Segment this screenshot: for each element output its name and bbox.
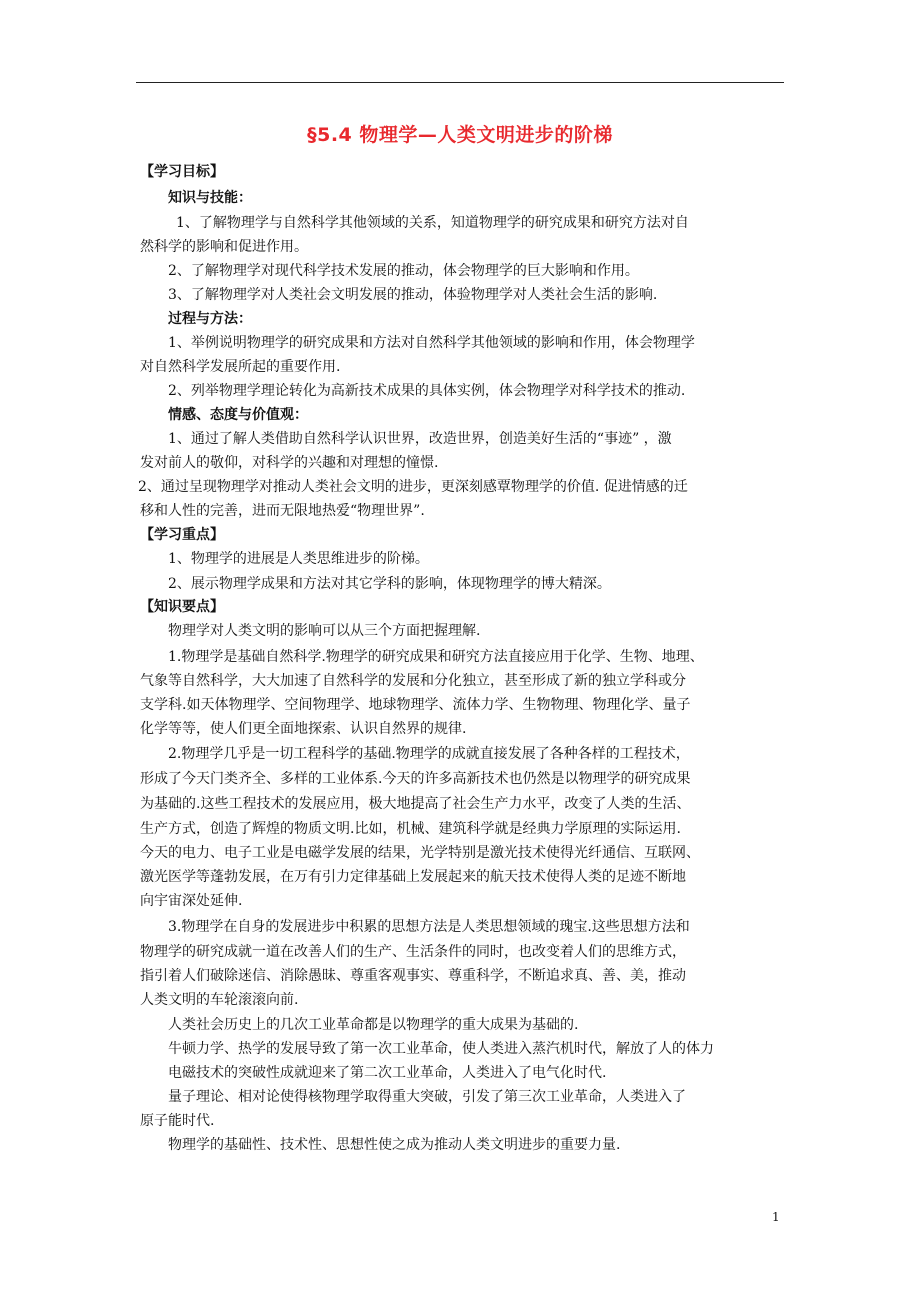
objective-line: 1、通过了解人类借助自然科学认识世界，改造世界，创造美好生活的“事迹” ，激: [168, 431, 672, 447]
section-heading-key-points: 【学习重点】: [140, 527, 224, 543]
paragraph-line: 物理学的基础性、技术性、思想性使之成为推动人类文明进步的重要力量.: [168, 1137, 621, 1153]
objective-line: 2、列举物理学理论转化为高新技术成果的具体实例，体会物理学对科学技术的推动.: [168, 383, 686, 399]
paragraph-line: 激光医学等蓬勃发展，在万有引力定律基础上发展起来的航天技术使得人类的足迹不断地: [140, 869, 686, 885]
paragraph-line: 化学等等，使人们更全面地探索、认识自然界的规律.: [140, 721, 467, 737]
paragraph-line: 人类文明的车轮滚滚向前.: [140, 992, 299, 1008]
paragraph-line: 向宇宙深处延伸.: [140, 893, 243, 909]
objective-line: 2、了解物理学对现代科学技术发展的推动，体会物理学的巨大影响和作用。: [168, 263, 639, 279]
paragraph-line: 量子理论、相对论使得核物理学取得重大突破，引发了第三次工业革命，人类进入了: [168, 1089, 686, 1105]
objective-line: 1、举例说明物理学的研究成果和方法对自然科学其他领域的影响和作用，体会物理学: [168, 335, 695, 351]
paragraph-line: 1.物理学是基础自然科学.物理学的研究成果和研究方法直接应用于化学、生物、地理、: [168, 649, 704, 665]
paragraph-line: 指引着人们破除迷信、消除愚昧、尊重客观事实、尊重科学，不断追求真、善、美，推动: [140, 968, 686, 984]
paragraph-line: 今天的电力、电子工业是电磁学发展的结果，光学特别是激光技术使得光纤通信、互联网、: [140, 845, 700, 861]
objective-line: 3、了解物理学对人类社会文明发展的推动，体验物理学对人类社会生活的影响.: [168, 287, 658, 303]
objective-line: 1、了解物理学与自然科学其他领域的关系，知道物理学的研究成果和研究方法对自: [176, 215, 689, 231]
paragraph-line: 支学科.如天体物理学、空间物理学、地球物理学、流体力学、生物物理、物理化学、量子: [140, 697, 691, 713]
header-rule: [136, 82, 784, 83]
paragraph-line: 生产方式，创造了辉煌的物质文明.比如，机械、建筑科学就是经典力学原理的实际运用.: [140, 821, 681, 837]
section-heading-objectives: 【学习目标】: [140, 164, 224, 180]
section-heading-knowledge: 【知识要点】: [140, 599, 224, 615]
paragraph-line: 为基础的.这些工程技术的发展应用，极大地提高了社会生产力水平，改变了人类的生活、: [140, 796, 691, 812]
paragraph-line: 人类社会历史上的几次工业革命都是以物理学的重大成果为基础的.: [168, 1017, 579, 1033]
objective-line: 2、通过呈现物理学对推动人类社会文明的进步，更深刻感覃物理学的价值. 促进情感的迁: [138, 479, 688, 495]
paragraph-line: 牛顿力学、热学的发展导致了第一次工业革命，使人类进入蒸汽机时代，解放了人的体力: [168, 1041, 714, 1057]
paragraph-line: 2.物理学几乎是一切工程科学的基础.物理学的成就直接发展了各种各样的工程技术，: [168, 746, 690, 762]
key-point-line: 1、物理学的进展是人类思维进步的阶梯。: [168, 551, 429, 567]
objective-line: 移和人性的完善，进而无限地热爱“物理世界”.: [140, 503, 425, 519]
paragraph-line: 形成了今天门类齐全、多样的工业体系.今天的许多高新技术也仍然是以物理学的研究成果: [140, 771, 691, 787]
paragraph-line: 电磁技术的突破性成就迎来了第二次工业革命，人类进入了电气化时代.: [168, 1065, 607, 1081]
page-number: 1: [772, 1210, 780, 1224]
document-title: §5.4 物理学—人类文明进步的阶梯: [307, 124, 613, 146]
paragraph-line: 3.物理学在自身的发展进步中积累的思想方法是人类思想领域的瑰宝.这些思想方法和: [168, 919, 690, 935]
objective-line: 对自然科学发展所起的重要作用.: [140, 359, 341, 375]
subheading-knowledge-skills: 知识与技能：: [168, 190, 252, 206]
subheading-process-method: 过程与方法：: [168, 311, 252, 327]
objective-line: 发对前人的敬仰，对科学的兴趣和对理想的憧憬.: [140, 455, 439, 471]
subheading-emotion-attitude: 情感、态度与价值观：: [168, 407, 308, 423]
paragraph-line: 原子能时代.: [140, 1113, 215, 1129]
key-point-line: 2、展示物理学成果和方法对其它学科的影响，体现物理学的博大精深。: [168, 576, 611, 592]
paragraph-line: 物理学的研究成就一道在改善人们的生产、生活条件的同时，也改变着人们的思维方式，: [140, 944, 686, 960]
paragraph-line: 气象等自然科学，大大加速了自然科学的发展和分化独立，甚至形成了新的独立学科或分: [140, 673, 686, 689]
knowledge-intro: 物理学对人类文明的影响可以从三个方面把握理解.: [168, 623, 481, 639]
objective-line: 然科学的影响和促进作用。: [140, 239, 308, 255]
